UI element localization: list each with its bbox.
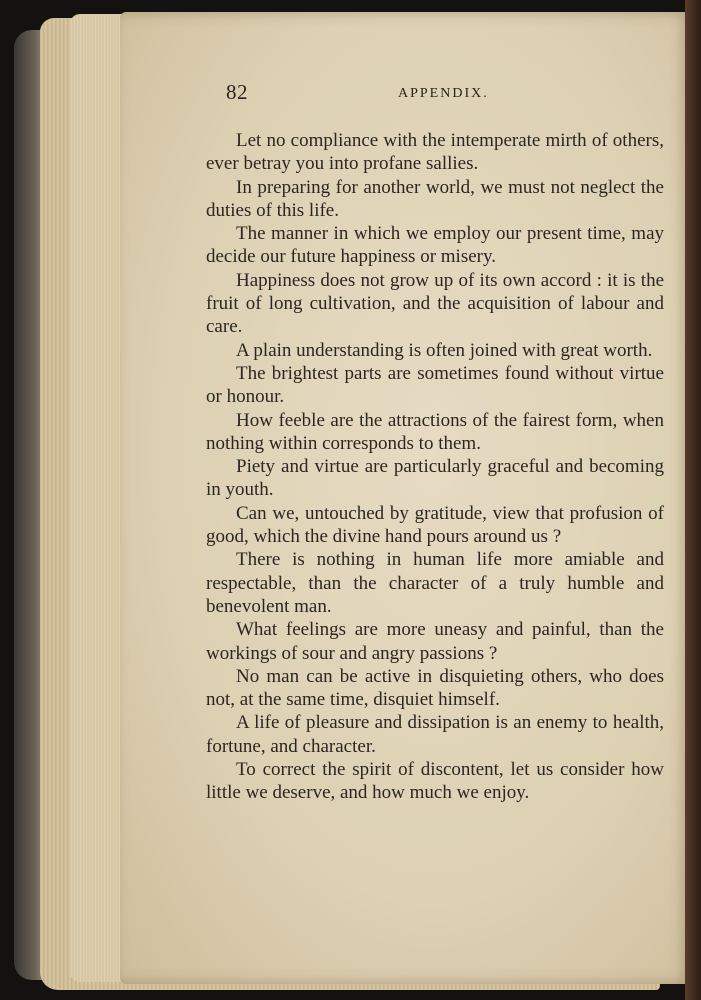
paragraph: There is nothing in human life more amiable and respectable, than the character of a truly humble and benevolent man. <box>206 549 664 617</box>
paragraph: Let no compliance with the intemperate mirth of others, ever betray you into profane sallies. <box>206 130 664 175</box>
page-body <box>206 129 664 805</box>
page-number: 82 <box>226 80 248 104</box>
paragraph: No man can be active in disquieting others, who does not, at the same time, disquiet himself. <box>206 665 664 711</box>
paragraph: Piety and virtue are particularly graceful and becoming in youth. <box>206 456 664 501</box>
paragraph: A life of pleasure and dissipation is an enemy to health, fortune, and character. <box>206 712 664 757</box>
paragraph: To correct the spirit of discontent, let us consider how little we deserve, and how much we enjoy. <box>206 759 664 804</box>
facing-page-edge <box>685 0 701 1000</box>
paragraph: A plain understanding is often joined with great worth. <box>236 339 653 361</box>
paragraph: The manner in which we employ our present time, may decide our future happiness or misery. <box>206 223 664 268</box>
paragraph: What feelings are more uneasy and painful, than the workings of sour and angry passions ? <box>206 619 664 664</box>
paragraph: How feeble are the attractions of the fairest form, when nothing within corresponds to them. <box>206 409 664 454</box>
paragraph: Can we, untouched by gratitude, view that profusion of good, which the divine hand pours around us ? <box>206 502 664 548</box>
paragraph: In preparing for another world, we must not neglect the duties of this life. <box>206 176 664 221</box>
paragraph: The brightest parts are sometimes found without virtue or honour. <box>206 362 664 408</box>
paragraph: Happiness does not grow up of its own accord : it is the fruit of long cultivation, and the acquisition of labour and care. <box>206 269 664 338</box>
running-head: APPENDIX. <box>398 86 489 101</box>
page-header <box>226 80 646 110</box>
